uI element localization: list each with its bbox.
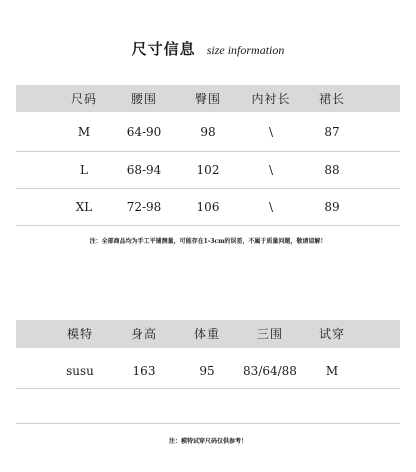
cell-hip: 102 [196, 163, 220, 177]
cell-skirt-length: 88 [324, 163, 340, 177]
cell-lining-length: \ [268, 125, 274, 139]
cell-skirt-length: 87 [324, 125, 340, 139]
table-row [16, 197, 400, 217]
cell-waist: 68-94 [126, 163, 162, 177]
header-tried-size: 试穿 [318, 327, 346, 341]
header-model: 模特 [66, 327, 94, 341]
header-lining-length: 内衬长 [251, 92, 291, 106]
cell-measurements: 83/64/88 [243, 364, 297, 378]
cell-lining-length: \ [268, 200, 274, 214]
cell-model: susu [66, 364, 94, 378]
table-row [16, 361, 400, 381]
header-skirt-length: 裙长 [318, 92, 346, 106]
row-divider [16, 188, 400, 189]
cell-weight: 95 [199, 364, 215, 378]
cell-waist: 72-98 [126, 200, 162, 214]
header-measurements: 三围 [256, 327, 284, 341]
cell-size: M [77, 125, 91, 139]
table-row [16, 160, 400, 180]
row-divider [16, 423, 400, 424]
row-divider [16, 388, 400, 389]
row-divider [16, 225, 400, 226]
cell-waist: 64-90 [126, 125, 162, 139]
row-divider [16, 151, 400, 152]
cell-tried-size: M [325, 364, 339, 378]
cell-size: XL [75, 200, 93, 214]
cell-hip: 98 [200, 125, 216, 139]
model-note: 注：模特试穿尺码仅供参考！ [168, 438, 247, 445]
cell-skirt-length: 89 [324, 200, 340, 214]
table-row [16, 122, 400, 142]
cell-hip: 106 [196, 200, 220, 214]
model-table-header-row [16, 324, 400, 344]
header-hip: 臀围 [194, 92, 222, 106]
header-height: 身高 [130, 327, 158, 341]
title-chinese: 尺寸信息 [131, 40, 196, 58]
title-english: size information [206, 43, 285, 57]
header-size: 尺码 [70, 92, 98, 106]
header-waist: 腰围 [130, 92, 158, 106]
page-title [0, 38, 416, 59]
header-weight: 体重 [193, 327, 221, 341]
cell-lining-length: \ [268, 163, 274, 177]
size-note: 注：全部商品均为手工平铺测量，可能存在1-3cm的误差，不属于质量问题，敬请谅解！ [89, 238, 327, 245]
cell-height: 163 [132, 364, 156, 378]
size-table-header-row [16, 89, 400, 109]
cell-size: L [80, 163, 88, 177]
